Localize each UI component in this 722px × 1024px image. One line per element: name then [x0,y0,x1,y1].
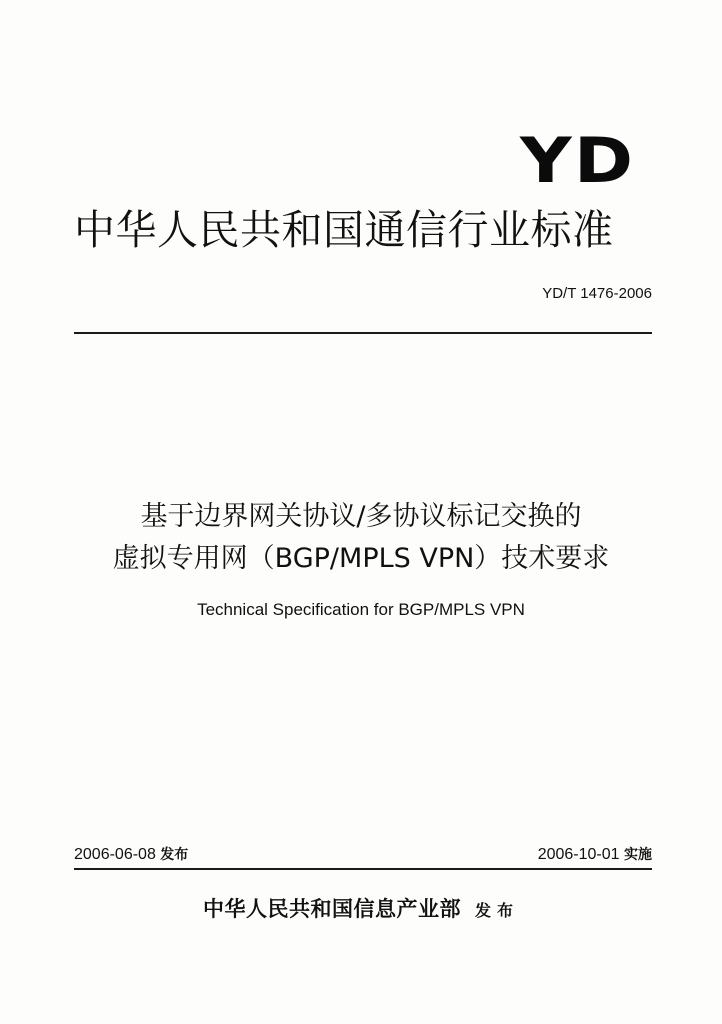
publish-date: 2006-06-08 [74,846,156,863]
document-title-line-2: 虚拟专用网（BGP/MPLS VPN）技术要求 [112,543,610,574]
implement-date-row [538,845,652,865]
publisher-name: 中华人民共和国信息产业部 [202,896,461,921]
document-title-line-1: 基于边界网关协议/多协议标记交换的 [140,501,582,532]
implement-date: 2006-10-01 [537,846,620,863]
publish-date-row [74,845,188,865]
publish-label: 发布 [160,847,189,863]
yd-logo: YD [520,124,636,197]
standard-category-title: 中华人民共和国通信行业标准 [74,206,614,254]
standard-number: YD/T 1476-2006 [542,285,652,302]
footer-divider [74,868,652,870]
header-divider [74,332,652,334]
document-title-english: Technical Specification for BGP/MPLS VPN [197,600,525,619]
implement-label: 实施 [624,847,652,863]
publisher-row [0,893,722,923]
publisher-action: 发布 [474,901,519,920]
